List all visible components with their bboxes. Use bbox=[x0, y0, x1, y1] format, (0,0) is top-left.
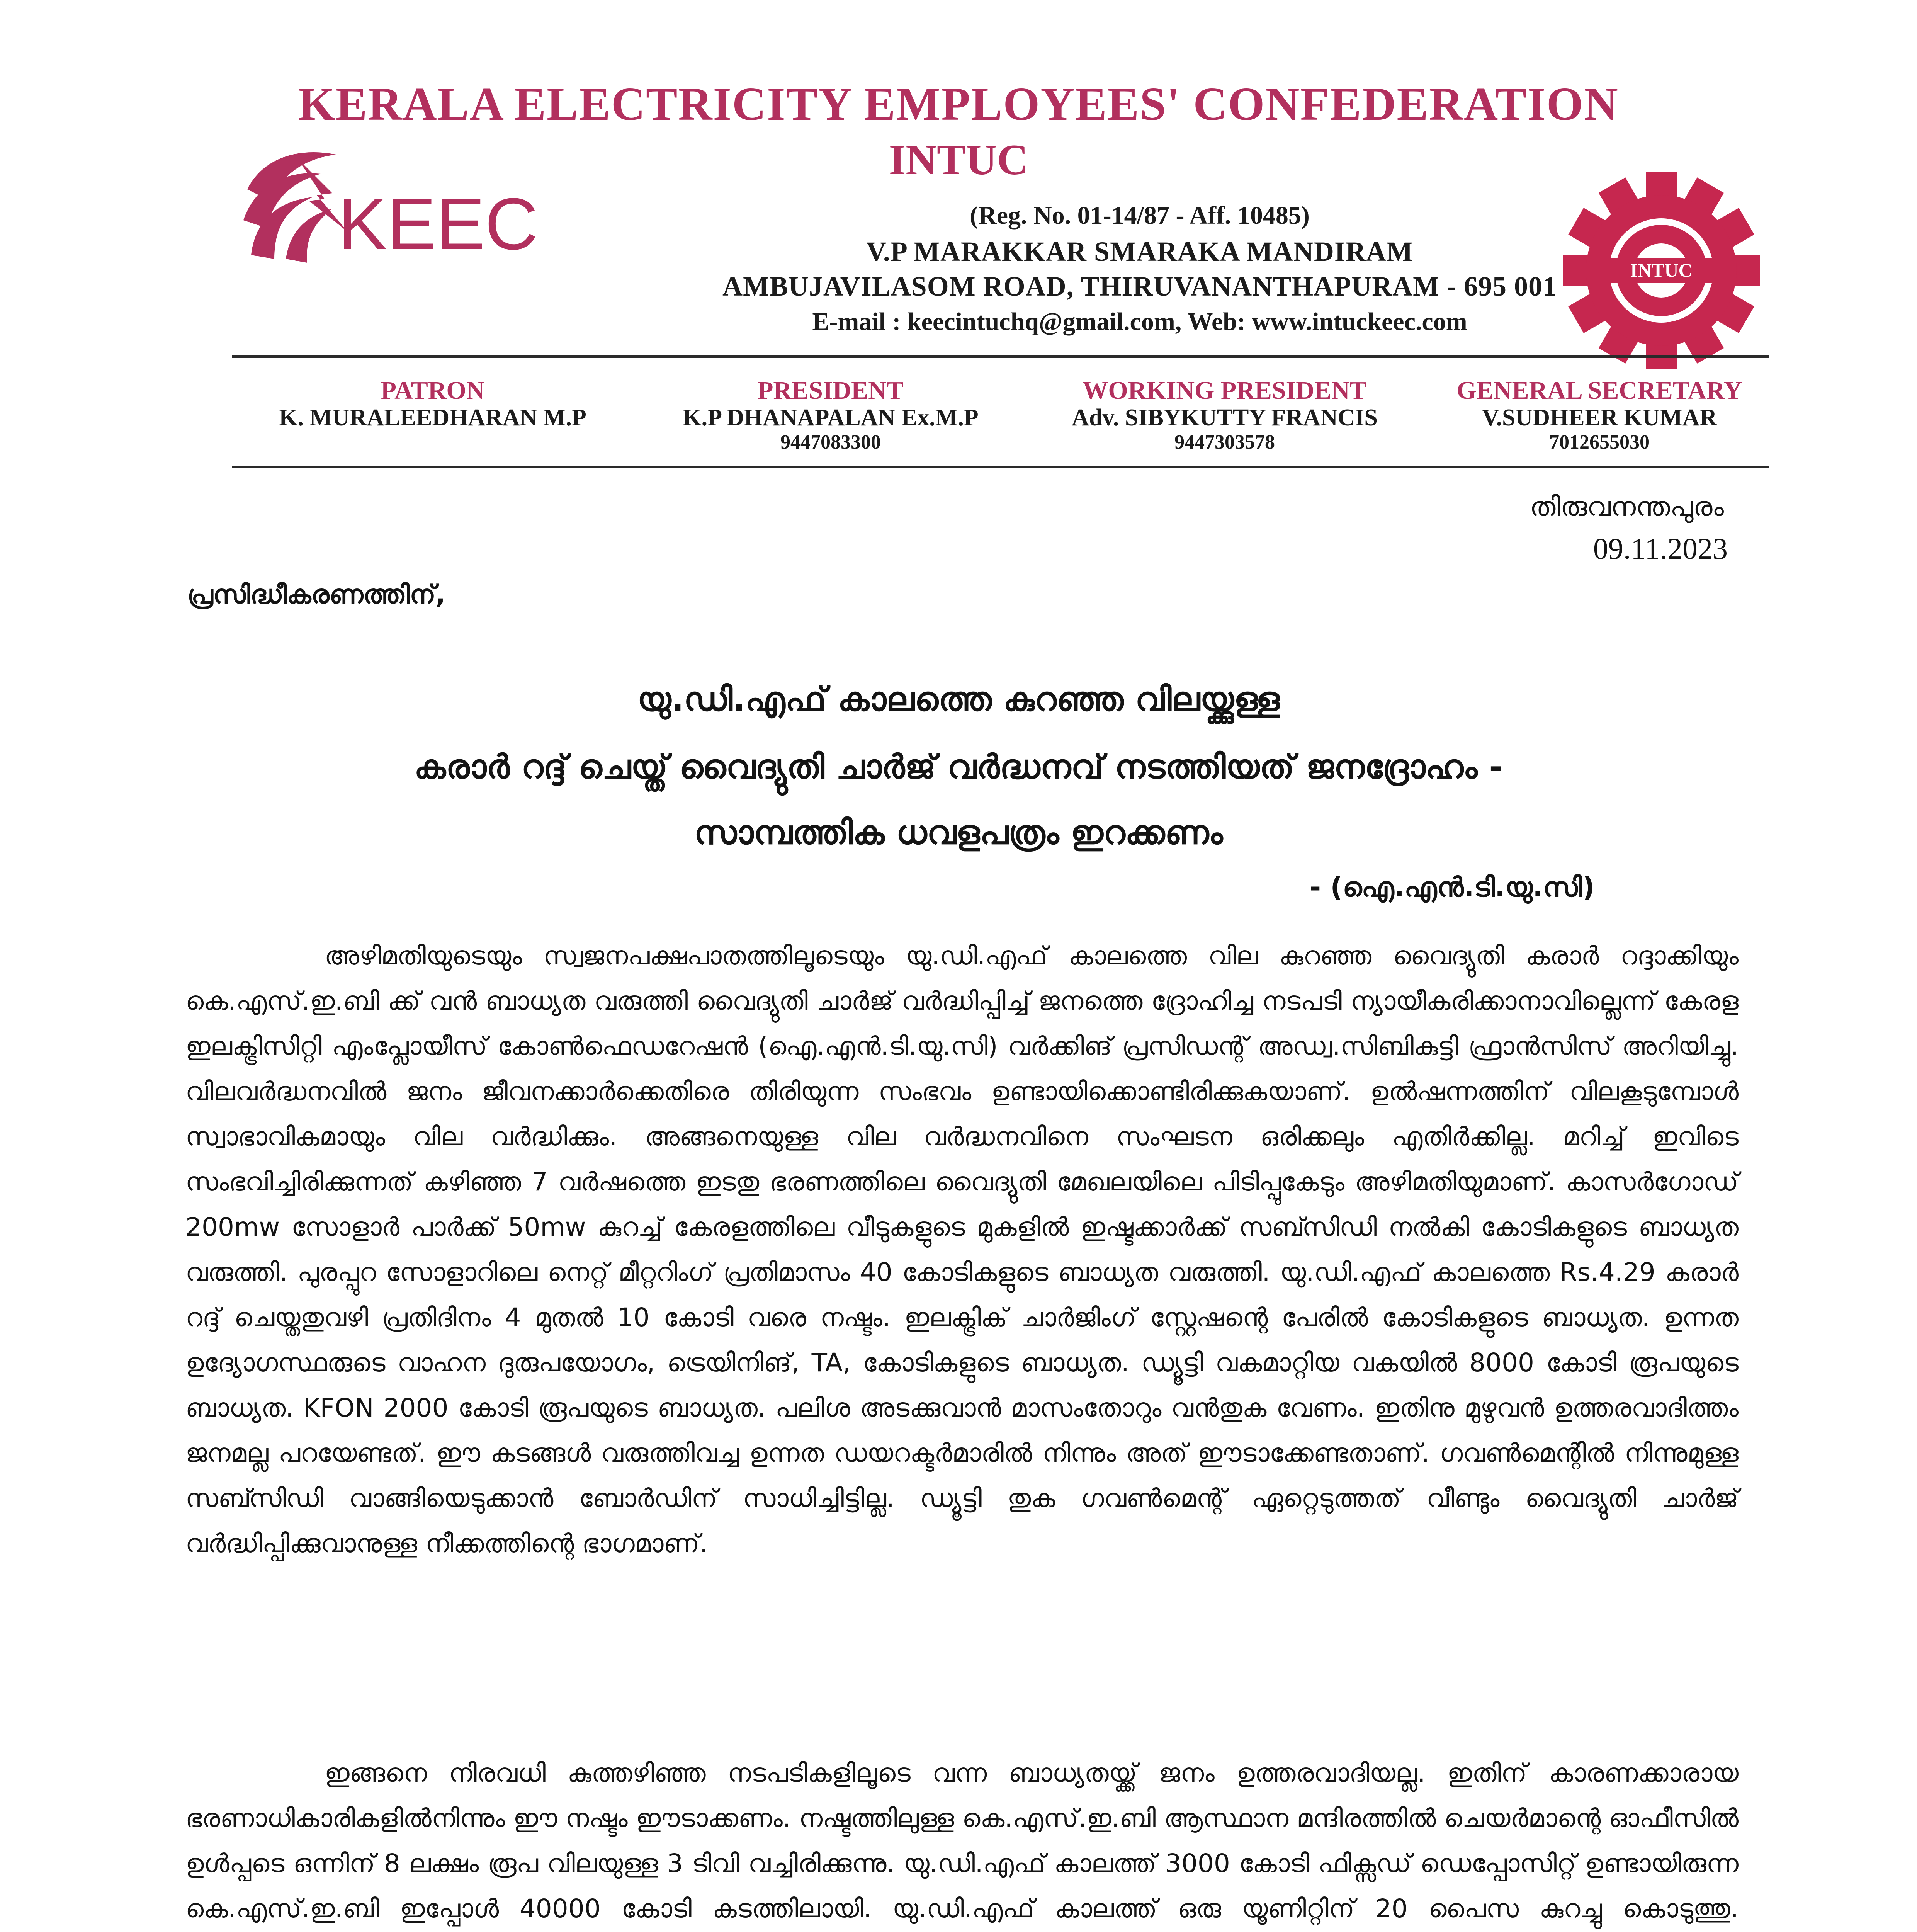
building-name: V.P MARAKKAR SMARAKA MANDIRAM bbox=[866, 236, 1413, 267]
letter-date: 09.11.2023 bbox=[1593, 532, 1728, 565]
body-paragraph: ഇങ്ങനെ നിരവധി കുത്തഴിഞ്ഞ നടപടികളിലൂടെ വന്ന ബാധ്യതയ്ക്ക് ജനം ഉത്തരവാദിയല്ല. ഇതിന് കാരണക്കാരായ ഭരണാധികാരികളിൽനിന്നും ഈ നഷ്ടം ഈടാക്കണം. നഷ്ടത്തിലുള്ള കെ.എസ്.ഇ.ബി ആസ്ഥാന മന്ദിരത്തിൽ ചെയർമാന്റെ ഓഫീസിൽ ഉൾപ്പടെ ഒന്നിന് 8 ലക്ഷം രൂപ വിലയുള്ള 3 ടിവി വച്ചിരിക്കുന്നു. യു.ഡി.എഫ് കാലത്ത് 3000 കോടി ഫിക്സഡ് ഡെപ്പോസിറ്റ് ഉണ്ടായിരുന്ന കെ.എസ്.ഇ.ബി ഇപ്പോൾ 40000 കോടി കടത്തിലായി. യു.ഡി.എഫ് കാലത്ത് ഒരു യൂണിറ്റിന് 20 പൈസ കുറച്ചു കൊടുത്തു. bbox=[185, 1758, 1739, 1923]
postal-address: AMBUJAVILASOM ROAD, THIRUVANANTHAPURAM - 695 001 bbox=[722, 271, 1557, 302]
officer-name: V.SUDHEER KUMAR bbox=[1482, 405, 1717, 431]
officer-phone: 9447303578 bbox=[1174, 431, 1275, 453]
letterhead-divider-top bbox=[232, 355, 1769, 358]
officer-name: K. MURALEEDHARAN M.P bbox=[279, 405, 586, 431]
organization-name: KERALA ELECTRICITY EMPLOYEES' CONFEDERATION bbox=[298, 78, 1619, 130]
officer-patron bbox=[232, 377, 634, 431]
officer-role: PATRON bbox=[381, 376, 485, 405]
registration-number: (Reg. No. 01-14/87 - Aff. 10485) bbox=[970, 201, 1310, 230]
officer-role: GENERAL SECRETARY bbox=[1456, 376, 1742, 405]
officer-name: K.P DHANAPALAN Ex.M.P bbox=[683, 405, 979, 431]
officer-working-president bbox=[1028, 377, 1422, 454]
organization-affiliation: INTUC bbox=[889, 136, 1028, 184]
letterhead-divider-bottom bbox=[232, 466, 1769, 468]
seal-text: INTUC bbox=[1630, 259, 1693, 281]
headline-line: സാമ്പത്തിക ധവളപത്രം ഇറക്കണം bbox=[694, 813, 1223, 852]
contact-line: E-mail : keecintuchq@gmail.com, Web: www.intuckeec.com bbox=[812, 308, 1467, 336]
officer-president bbox=[634, 377, 1028, 454]
officer-name: Adv. SIBYKUTTY FRANCIS bbox=[1072, 405, 1378, 431]
headline-attribution: - (ഐ.എൻ.ടി.യു.സി) bbox=[1310, 871, 1595, 903]
officer-general-secretary bbox=[1422, 377, 1777, 454]
headline-line: യു.ഡി.എഫ് കാലത്തെ കുറഞ്ഞ വിലയ്ക്കുള്ള bbox=[637, 680, 1280, 719]
headline-line: കരാർ റദ്ദ് ചെയ്ത് വൈദ്യുതി ചാർജ് വർദ്ധനവ് നടത്തിയത് ജനദ്രോഹം - bbox=[414, 748, 1503, 786]
officer-role: PRESIDENT bbox=[758, 376, 904, 405]
keec-logo-text: KEEC bbox=[338, 183, 538, 265]
letter-place: തിരുവനന്തപുരം bbox=[1530, 491, 1724, 522]
officer-phone: 7012655030 bbox=[1549, 431, 1650, 453]
officer-role: WORKING PRESIDENT bbox=[1083, 376, 1367, 405]
body-paragraph: അഴിമതിയുടെയും സ്വജനപക്ഷപാതത്തിലൂടെയും യു.ഡി.എഫ് കാലത്തെ വില കുറഞ്ഞ വൈദ്യുതി കരാർ റദ്ദാക്കിയും കെ.എസ്.ഇ.ബി ക്ക് വൻ ബാധ്യത വരുത്തി വൈദ്യുതി ചാർജ് വർദ്ധിപ്പിച്ച് ജനത്തെ ദ്രോഹിച്ച നടപടി ന്യായീകരിക്കാനാവില്ലെന്ന് കേരള ഇലക്ട്രിസിറ്റി എംപ്ലോയീസ് കോൺഫെഡറേഷൻ (ഐ.എൻ.ടി.യു.സി) വർക്കിങ് പ്രസിഡന്റ് അഡ്വ.സിബികുട്ടി ഫ്രാൻസിസ് അറിയിച്ചു. വിലവർദ്ധനവിൽ ജനം ജീവനക്കാർക്കെതിരെ തിരിയുന്ന സംഭവം ഉണ്ടായിക്കൊണ്ടിരിക്കുകയാണ്. ഉൽഷന്നത്തിന് വിലകൂടുമ്പോൾ സ്വാഭാവികമായും വില വർദ്ധിക്കും. അങ്ങനെയുള്ള വില വർദ്ധനവിനെ സംഘടന ഒരിക്കലും എതിർക്കില്ല. മറിച്ച് ഇവിടെ സംഭവിച്ചിരിക്കുന്നത് കഴിഞ്ഞ 7 വർഷത്തെ ഇടതു ഭരണത്തിലെ വൈദ്യുതി മേഖലയിലെ പിടിപ്പുകേടും അഴിമതിയുമാണ്. കാസർഗോഡ് 200mw സോളാർ പാർക്ക് 50mw കുറച്ച് കേരളത്തിലെ വീടുകളുടെ മുകളിൽ ഇഷ്ടക്കാർക്ക് സബ്സിഡി നൽകി കോടികളുടെ ബാധ്യത വരുത്തി. പുരപ്പുറ സോളാറിലെ നെറ്റ് മീറ്ററിംഗ് പ്രതിമാസം 40 കോടികളുടെ ബാധ്യത വരുത്തി. യു.ഡി.എഫ് കാലത്തെ Rs.4.29 കരാർ റദ്ദ് ചെയ്തതുവഴി പ്രതിദിനം 4 മുതൽ 10 കോടി വരെ നഷ്ടം. ഇലക്ട്രിക് ചാർജിംഗ് സ്റ്റേഷന്റെ പേരിൽ കോടികളുടെ ബാധ്യത. ഉന്നത ഉദ്യോഗസ്ഥരുടെ വാഹന ദുരുപയോഗം, ട്രെയിനിങ്, TA, കോടികളുടെ ബാധ്യത. ഡ്യൂട്ടി വകമാറ്റിയ വകയിൽ 8000 കോടി രൂപയുടെ ബാധ്യത. KFON 2000 കോടി രൂപയുടെ ബാധ്യത. പലിശ അടക്കുവാൻ മാസംതോറും വൻതുക വേണം. ഇതിനു മുഴുവൻ ഉത്തരവാദിത്തം ജനമല്ല പറയേണ്ടത്. ഈ കടങ്ങൾ വരുത്തിവച്ച ഉന്നത ഡയറക്ടർമാരിൽ നിന്നും അത് ഈടാക്കേണ്ടതാണ്. ഗവൺമെന്റിൽ നിന്നുമുള്ള സബ്സിഡി വാങ്ങിയെടുക്കാൻ ബോർഡിന് സാധിച്ചിട്ടില്ല. ഡ്യൂട്ടി തുക ഗവൺമെന്റ് ഏറ്റെടുത്തത് വീണ്ടും വൈദ്യുതി ചാർജ് വർദ്ധിപ്പിക്കുവാനുള്ള നീക്കത്തിന്റെ ഭാഗമാണ്. bbox=[185, 941, 1739, 1558]
officer-phone: 9447083300 bbox=[780, 431, 881, 453]
salutation: പ്രസിദ്ധീകരണത്തിന്, bbox=[187, 580, 445, 609]
